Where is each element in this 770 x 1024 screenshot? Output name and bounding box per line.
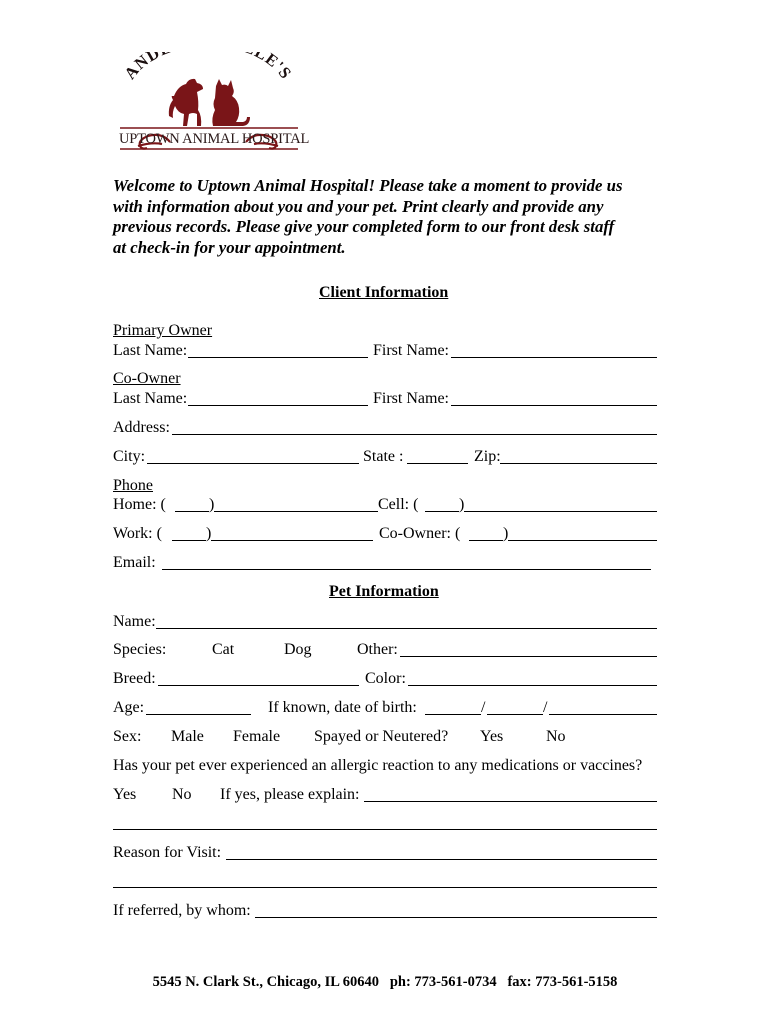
reason-field[interactable]: [226, 859, 657, 860]
co-owner-label: Co-Owner: [113, 370, 181, 387]
email-field[interactable]: [162, 569, 651, 570]
spayed-no-option[interactable]: No: [546, 728, 566, 745]
dob-label: If known, date of birth:: [268, 699, 417, 716]
allergy-no-option[interactable]: No: [172, 786, 192, 803]
species-cat-option[interactable]: Cat: [212, 641, 235, 658]
city-field[interactable]: [147, 463, 359, 464]
intro-line: previous records. Please give your completed form to our front desk staff: [113, 217, 615, 237]
dob-slash: /: [543, 699, 548, 716]
co-owner-phone-label: Co-Owner: (: [379, 525, 461, 542]
logo-arc-text: AND LE'S: [120, 52, 296, 83]
address-field[interactable]: [172, 434, 657, 435]
age-label: Age:: [113, 699, 145, 716]
footer-fax: fax: 773-561-5158: [507, 974, 618, 990]
client-info-heading: Client Information: [319, 284, 449, 301]
color-label: Color:: [365, 670, 406, 687]
primary-last-name-label: Last Name:: [113, 342, 188, 359]
age-field[interactable]: [146, 714, 251, 715]
cell-phone-field[interactable]: [464, 511, 657, 512]
home-paren-close: ): [209, 496, 215, 513]
dob-day-field[interactable]: [487, 714, 543, 715]
allergy-explain-label: If yes, please explain:: [220, 786, 360, 803]
spayed-label: Spayed or Neutered?: [314, 728, 449, 745]
referred-field[interactable]: [255, 917, 657, 918]
logo-caption: UPTOWN ANIMAL HOSPITAL: [119, 131, 310, 147]
pet-name-field[interactable]: [156, 628, 657, 629]
work-paren-close: ): [206, 525, 212, 542]
co-first-name-label: First Name:: [373, 390, 449, 407]
work-area-code-field[interactable]: [172, 540, 206, 541]
species-other-label: Other:: [357, 641, 398, 658]
primary-last-name-field[interactable]: [188, 357, 368, 358]
reason-field-line2[interactable]: [113, 887, 657, 888]
species-dog-option[interactable]: Dog: [284, 641, 312, 658]
sex-female-option[interactable]: Female: [233, 728, 281, 745]
footer-contact: [0, 974, 770, 991]
zip-field[interactable]: [500, 463, 657, 464]
spayed-yes-option[interactable]: Yes: [480, 728, 504, 745]
footer-phone: ph: 773-561-0734: [389, 974, 497, 990]
co-owner-phone-field[interactable]: [508, 540, 657, 541]
reason-label: Reason for Visit:: [113, 844, 222, 861]
allergy-yes-option[interactable]: Yes: [113, 786, 137, 803]
referred-label: If referred, by whom:: [113, 902, 251, 919]
home-phone-label: Home: (: [113, 496, 166, 513]
dob-slash: /: [481, 699, 486, 716]
dog-silhouette-icon: [169, 79, 203, 126]
color-field[interactable]: [408, 685, 657, 686]
footer-address: 5545 N. Clark St., Chicago, IL 60640: [152, 974, 379, 990]
intro-line: at check-in for your appointment.: [113, 237, 346, 257]
co-last-name-label: Last Name:: [113, 390, 188, 407]
primary-first-name-field[interactable]: [451, 357, 657, 358]
co-owner-area-code-field[interactable]: [469, 540, 503, 541]
pet-info-heading: Pet Information: [329, 583, 439, 600]
primary-owner-label: Primary Owner: [113, 322, 213, 339]
species-other-field[interactable]: [400, 656, 657, 657]
email-label: Email:: [113, 554, 156, 571]
breed-field[interactable]: [158, 685, 359, 686]
dob-year-field[interactable]: [549, 714, 657, 715]
state-label: State :: [363, 448, 404, 465]
sex-label: Sex:: [113, 728, 142, 745]
cell-phone-label: Cell: (: [378, 496, 419, 513]
phone-label: Phone: [113, 477, 153, 494]
co-first-name-field[interactable]: [451, 405, 657, 406]
city-label: City:: [113, 448, 146, 465]
allergy-question: Has your pet ever experienced an allergic reaction to any medications or vaccines?: [113, 757, 643, 774]
zip-label: Zip:: [474, 448, 501, 465]
allergy-explain-field[interactable]: [364, 801, 657, 802]
intro-line: Welcome to Uptown Animal Hospital! Please take a moment to provide us: [113, 176, 623, 195]
sex-male-option[interactable]: Male: [171, 728, 204, 745]
co-last-name-field[interactable]: [188, 405, 368, 406]
primary-first-name-label: First Name:: [373, 342, 449, 359]
co-owner-paren-close: ): [503, 525, 509, 542]
species-label: Species:: [113, 641, 167, 658]
cell-paren-close: ): [459, 496, 465, 513]
work-phone-field[interactable]: [211, 540, 373, 541]
cell-area-code-field[interactable]: [425, 511, 459, 512]
pet-name-label: Name:: [113, 613, 156, 630]
intro-paragraph: [113, 176, 673, 258]
cat-silhouette-icon: [212, 79, 250, 126]
home-area-code-field[interactable]: [175, 511, 209, 512]
allergy-explain-field-line2[interactable]: [113, 829, 657, 830]
dob-month-field[interactable]: [425, 714, 481, 715]
breed-label: Breed:: [113, 670, 156, 687]
state-field[interactable]: [407, 463, 468, 464]
address-label: Address:: [113, 419, 170, 436]
work-phone-label: Work: (: [113, 525, 162, 542]
intro-line: with information about you and your pet. Print clearly and provide any: [113, 196, 604, 216]
home-phone-field[interactable]: [214, 511, 378, 512]
